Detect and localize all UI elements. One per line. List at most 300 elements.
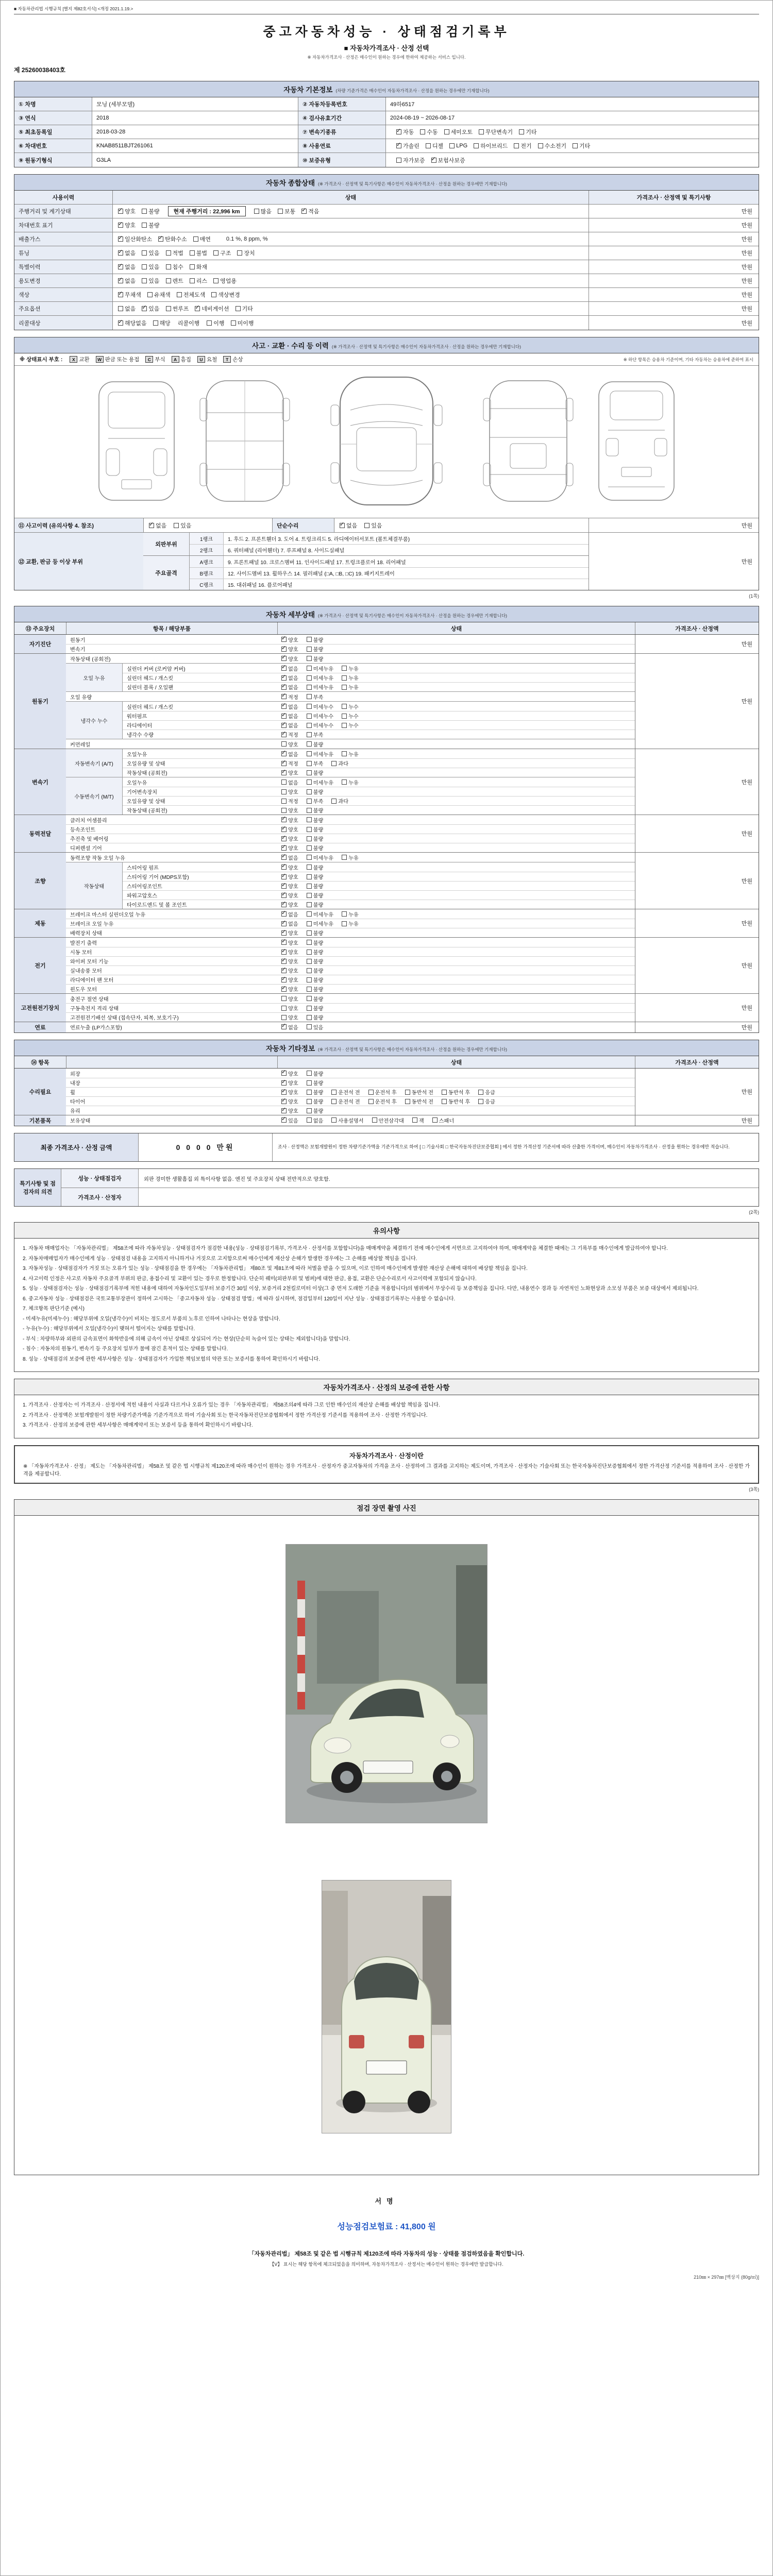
checkbox[interactable] (431, 158, 436, 163)
option-group (118, 277, 160, 285)
checkbox[interactable] (118, 223, 123, 228)
checkbox[interactable] (281, 1015, 287, 1020)
checkbox[interactable] (281, 817, 287, 822)
table-row (14, 153, 759, 167)
checkbox[interactable] (405, 1090, 410, 1095)
checkbox[interactable] (207, 320, 212, 326)
checkbox-label: 양호 (288, 647, 298, 653)
checkbox[interactable] (405, 1099, 410, 1104)
value-text: 2024-08-19 ~ 2026-08-17 (390, 115, 455, 121)
checkbox[interactable] (211, 292, 216, 297)
rank-parts: 12. 사이드멤버 13. 휠하우스 14. 필러패널 (□A, □B, □C) 19. 패키지트레이 (228, 571, 395, 577)
checkbox-label: 불량 (313, 959, 324, 965)
checkbox[interactable] (364, 523, 369, 528)
checkbox[interactable] (281, 836, 287, 841)
checkbox[interactable] (118, 264, 123, 269)
checkbox[interactable] (281, 789, 287, 794)
checkbox[interactable] (281, 1006, 287, 1011)
checkbox[interactable] (158, 236, 163, 242)
option (478, 1088, 495, 1096)
table-row (14, 125, 759, 139)
subgroup (66, 654, 635, 663)
item-options (277, 787, 635, 796)
checkbox[interactable] (254, 209, 259, 214)
checkbox-label: 불법 (196, 250, 208, 257)
checkbox[interactable] (307, 1015, 312, 1020)
checkbox[interactable] (342, 704, 347, 709)
checkbox[interactable] (281, 921, 287, 926)
checkbox[interactable] (307, 930, 312, 936)
checkbox[interactable] (281, 996, 287, 1001)
checkbox-label: 양호 (288, 969, 298, 974)
checkbox[interactable] (281, 685, 287, 690)
checkbox[interactable] (307, 1108, 312, 1113)
section-overall-condition (14, 174, 759, 330)
checkbox[interactable] (307, 911, 312, 917)
checkbox[interactable] (307, 761, 312, 766)
definition-title: 자동차가격조사 · 산정이란 (349, 1452, 424, 1460)
checkbox[interactable] (281, 884, 287, 889)
checkbox[interactable] (142, 306, 147, 311)
checkbox[interactable] (237, 250, 242, 256)
check-row (66, 984, 635, 993)
item-options (277, 994, 635, 1003)
option-group (396, 142, 590, 150)
checkbox[interactable] (432, 1117, 438, 1123)
item-label: 동력조향 작동 오일 누유 (70, 855, 125, 861)
checkbox-label: 불량 (313, 637, 324, 643)
checkbox[interactable] (142, 278, 147, 283)
checkbox-label: 미세누유 (313, 922, 334, 927)
subgroup-name: 오일 누유 (66, 664, 123, 691)
checkbox[interactable] (307, 959, 312, 964)
checkbox[interactable] (281, 911, 287, 917)
checkbox[interactable] (307, 789, 312, 794)
checkbox-label: 누유 (348, 780, 359, 786)
option (307, 873, 324, 880)
checkbox-label: 없음 (125, 278, 136, 284)
notice-item: 8. 성능 · 상태점검의 보증에 관한 세부사항은 성능 · 상태점검자가 가입한 책임보험의 약관 또는 보증서를 통하여 확인하시기 바랍니다. (23, 1356, 320, 1362)
checkbox[interactable] (331, 1117, 337, 1123)
checkbox[interactable] (478, 1099, 483, 1104)
checkbox-label: 불량 (313, 818, 324, 824)
checkbox[interactable] (342, 666, 347, 671)
checkbox[interactable] (479, 129, 484, 134)
checkbox[interactable] (281, 741, 287, 747)
checkbox[interactable] (368, 1090, 374, 1095)
checkbox[interactable] (118, 292, 123, 297)
checkbox[interactable] (307, 921, 312, 926)
checkbox[interactable] (281, 779, 287, 785)
checkbox[interactable] (281, 799, 287, 804)
item-label: 발전기 출력 (70, 940, 97, 946)
checkbox-label: 가솔린 (403, 143, 419, 149)
checkbox[interactable] (190, 264, 195, 269)
checkbox[interactable] (307, 732, 312, 737)
checkbox[interactable] (281, 950, 287, 955)
checkbox[interactable] (307, 770, 312, 775)
detail-header-row (14, 622, 759, 635)
checkbox[interactable] (331, 761, 337, 766)
signature-label[interactable]: 서명 (375, 2197, 398, 2205)
checkbox[interactable] (307, 741, 312, 747)
checkbox[interactable] (281, 808, 287, 813)
checkbox[interactable] (442, 1090, 447, 1095)
checkbox[interactable] (307, 874, 312, 879)
option (281, 806, 298, 814)
checkbox[interactable] (307, 845, 312, 851)
legend-text: 요철 (206, 357, 217, 363)
checkbox[interactable] (396, 143, 401, 148)
checkbox[interactable] (307, 694, 312, 699)
checkbox[interactable] (307, 704, 312, 709)
checkbox[interactable] (396, 129, 401, 134)
check-row (123, 682, 635, 691)
checkbox[interactable] (281, 761, 287, 766)
checkbox[interactable] (281, 968, 287, 973)
field-value (385, 97, 759, 111)
checkbox[interactable] (195, 306, 200, 311)
option-group (118, 207, 160, 215)
checkbox[interactable] (372, 1117, 377, 1123)
checkbox[interactable] (281, 1090, 287, 1095)
checkbox[interactable] (307, 666, 312, 671)
checkbox[interactable] (412, 1117, 417, 1123)
checkbox[interactable] (307, 902, 312, 907)
checkbox[interactable] (331, 1090, 337, 1095)
option (342, 910, 359, 918)
checkbox-label: 전기 (520, 143, 532, 149)
checkbox[interactable] (307, 779, 312, 785)
subgroup (66, 739, 635, 749)
checkbox[interactable] (118, 236, 123, 242)
checkbox[interactable] (281, 675, 287, 681)
overall-table (14, 205, 759, 330)
checkbox[interactable] (166, 278, 171, 283)
checkbox-label: 불량 (148, 223, 160, 229)
checkbox[interactable] (307, 1024, 312, 1029)
checkbox[interactable] (342, 779, 347, 785)
checkbox[interactable] (307, 647, 312, 652)
item-label: 윈도우 모터 (70, 987, 97, 993)
option-group (118, 319, 171, 327)
checkbox[interactable] (281, 845, 287, 851)
subgroup (66, 909, 635, 937)
checkbox[interactable] (573, 143, 578, 148)
checkbox[interactable] (281, 751, 287, 756)
checkbox[interactable] (281, 723, 287, 728)
option (342, 854, 359, 861)
device-subgroups (66, 994, 635, 1022)
subgroup-rows (123, 862, 635, 909)
form-reference: ■ 자동차관리법 시행규칙 [별지 제82호서식] <개정 2021.1.19.> (14, 5, 759, 14)
checkbox[interactable] (307, 996, 312, 1001)
checkbox[interactable] (340, 523, 345, 528)
option (149, 521, 166, 530)
checkbox[interactable] (307, 977, 312, 982)
checkbox-label: 없음 (288, 780, 298, 786)
checkbox[interactable] (118, 320, 123, 326)
option-group (166, 277, 237, 285)
subgroup (66, 663, 635, 691)
checkbox-label: 동반석 전 (411, 1099, 433, 1105)
checkbox-label: 미세누수 (313, 723, 334, 729)
checkbox[interactable] (449, 143, 455, 148)
checkbox[interactable] (442, 1099, 447, 1104)
checkbox[interactable] (193, 236, 198, 242)
item-options (277, 664, 635, 673)
checkbox[interactable] (307, 968, 312, 973)
row-state (112, 316, 589, 330)
checkbox-label: 부족 (313, 761, 324, 767)
checkbox[interactable] (118, 250, 123, 256)
checkbox[interactable] (342, 675, 347, 681)
checkbox[interactable] (166, 306, 171, 311)
option (307, 948, 324, 956)
option (142, 249, 159, 257)
checkbox[interactable] (281, 959, 287, 964)
checkbox[interactable] (281, 637, 287, 642)
price-cell: 만원 (589, 302, 759, 315)
checkbox[interactable] (342, 855, 347, 860)
checkbox[interactable] (142, 250, 147, 256)
checkbox[interactable] (231, 320, 236, 326)
field-value (385, 153, 759, 167)
checkbox[interactable] (281, 732, 287, 737)
checkbox[interactable] (307, 723, 312, 728)
checkbox[interactable] (307, 836, 312, 841)
col-state: 상태 (277, 1056, 635, 1068)
checkbox[interactable] (177, 292, 182, 297)
checkbox-label: 유채색 (154, 292, 171, 298)
checkbox[interactable] (190, 278, 195, 283)
final-price-row (14, 1133, 759, 1162)
checkbox[interactable] (147, 292, 153, 297)
option (237, 249, 255, 257)
checkbox[interactable] (307, 1071, 312, 1076)
checkbox[interactable] (307, 893, 312, 898)
others-group-name: 수리필요 (14, 1069, 66, 1115)
checkbox[interactable] (281, 694, 287, 699)
item-label: 보유상태 (70, 1118, 91, 1124)
checkbox[interactable] (307, 1117, 312, 1123)
checkbox[interactable] (118, 278, 123, 283)
checkbox[interactable] (307, 808, 312, 813)
device-group-name: 자기진단 (14, 635, 66, 653)
checkbox[interactable] (301, 209, 307, 214)
checkbox[interactable] (142, 209, 147, 214)
checkbox[interactable] (307, 950, 312, 955)
checkbox[interactable] (281, 987, 287, 992)
checkbox[interactable] (118, 306, 123, 311)
checkbox[interactable] (281, 902, 287, 907)
checkbox-label: 구조 (220, 250, 231, 257)
checkbox[interactable] (307, 817, 312, 822)
checkbox[interactable] (396, 158, 401, 163)
checkbox[interactable] (538, 143, 543, 148)
checkbox[interactable] (213, 250, 219, 256)
checkbox[interactable] (307, 1080, 312, 1086)
subgroup-rows (123, 702, 635, 739)
row-state (112, 288, 589, 301)
option (281, 835, 298, 842)
section-detail-note: (※ 가격조사 · 산정액 및 특기사항은 매수인이 자동차가격조사 · 산정을 원하는 경우에만 기재합니다) (318, 613, 508, 618)
checkbox[interactable] (281, 1108, 287, 1113)
checkbox[interactable] (236, 306, 241, 311)
checkbox[interactable] (478, 1090, 483, 1095)
price-cell: 만원 (589, 274, 759, 287)
others-group (14, 1069, 759, 1115)
option (118, 235, 152, 243)
checkbox[interactable] (307, 827, 312, 832)
legend-item (197, 355, 217, 363)
checkbox-label: 불량 (313, 846, 324, 852)
checkbox[interactable] (281, 1117, 287, 1123)
others-table (14, 1069, 759, 1126)
checkbox[interactable] (307, 1006, 312, 1011)
option (213, 249, 231, 257)
checkbox[interactable] (166, 250, 171, 256)
checkbox[interactable] (368, 1099, 374, 1104)
checkbox[interactable] (519, 129, 524, 134)
checkbox[interactable] (281, 930, 287, 936)
checkbox[interactable] (281, 1099, 287, 1104)
checkbox[interactable] (281, 893, 287, 898)
checkbox-label: 불량 (313, 875, 324, 880)
checkbox[interactable] (420, 129, 425, 134)
definition-text: ※ 「자동차가격조사 · 산정」 제도는 「자동차관리법」 제58조 및 같은 법 시행규칙 제120조에 따라 매수인이 원하는 경우 가격조사 · 산정자가 중고자동차의 가격을 조사 · 산정하여 그 결과를 고지하는 제도이며, 가격조사 · 산정자는 기술사회 또는 한국자동차진단보증협회에서 정한 가격산정 기준서를 적용하여 조사 · 산정한 가격을 제공합니다. (23, 1463, 750, 1477)
checkbox[interactable] (307, 987, 312, 992)
checkbox[interactable] (278, 209, 283, 214)
checkbox-label: 과다 (338, 799, 349, 805)
checkbox-label: 매연 (199, 236, 211, 243)
option (412, 1116, 424, 1124)
checkbox-label: 양호 (288, 827, 298, 833)
checkbox[interactable] (281, 865, 287, 870)
checkbox[interactable] (342, 714, 347, 719)
option (307, 1107, 324, 1114)
device-subgroups (66, 1022, 635, 1032)
checkbox[interactable] (281, 704, 287, 709)
checkbox[interactable] (307, 714, 312, 719)
checkbox[interactable] (281, 647, 287, 652)
option (158, 235, 187, 243)
price-cell: 만원 (635, 654, 759, 749)
checkbox[interactable] (281, 1024, 287, 1029)
checkbox[interactable] (281, 770, 287, 775)
checkbox[interactable] (426, 143, 431, 148)
checkbox-label: 양호 (288, 893, 298, 899)
checkbox-label: 기타 (526, 129, 537, 135)
checkbox[interactable] (190, 250, 195, 256)
checkbox-label: 없음 (125, 264, 136, 270)
checkbox[interactable] (342, 685, 347, 690)
device-subgroups (66, 938, 635, 993)
checkbox[interactable] (342, 723, 347, 728)
checkbox[interactable] (118, 209, 123, 214)
field-value (92, 139, 298, 152)
checkbox[interactable] (342, 911, 347, 917)
checkbox[interactable] (142, 223, 147, 228)
checkbox[interactable] (281, 940, 287, 945)
checkbox[interactable] (307, 1090, 312, 1095)
checkbox[interactable] (331, 1099, 337, 1104)
checkbox[interactable] (307, 751, 312, 756)
checkbox[interactable] (281, 714, 287, 719)
checkbox[interactable] (213, 278, 219, 283)
checkbox-label: 네비게이션 (201, 306, 229, 312)
item-label: 커먼레일 (70, 742, 91, 748)
checkbox[interactable] (281, 855, 287, 860)
value-text: KNAB8511BJT261061 (96, 143, 153, 149)
check-row (123, 862, 635, 872)
check-row (123, 664, 635, 673)
document-title: 중고자동차성능 · 상태점검기록부 (263, 25, 510, 39)
checkbox[interactable] (331, 799, 337, 804)
checkbox[interactable] (444, 129, 449, 134)
checkbox[interactable] (307, 656, 312, 661)
checkbox-label: 수동 (427, 129, 438, 135)
checkbox[interactable] (281, 656, 287, 661)
checkbox[interactable] (307, 685, 312, 690)
checkbox[interactable] (307, 1099, 312, 1104)
checkbox[interactable] (307, 884, 312, 889)
option (142, 263, 159, 271)
option (142, 207, 159, 215)
checkbox[interactable] (142, 264, 147, 269)
checkbox[interactable] (281, 666, 287, 671)
warranty-item: 3. 가격조사 · 산정의 보증에 관한 세부사항은 매매계약서 또는 보증서 등을 통하여 확인하시기 바랍니다. (23, 1422, 253, 1428)
option-group (207, 319, 254, 327)
checkbox[interactable] (307, 637, 312, 642)
item-options (277, 966, 635, 975)
item-options (277, 1069, 635, 1078)
checkbox[interactable] (342, 921, 347, 926)
checkbox[interactable] (153, 320, 158, 326)
checkbox[interactable] (281, 827, 287, 832)
remarks-side-label: 특기사항 및 점검자의 의견 (14, 1169, 61, 1206)
checkbox[interactable] (281, 1071, 287, 1076)
checkbox[interactable] (281, 874, 287, 879)
row-label: 차대번호 표기 (14, 218, 112, 232)
checkbox[interactable] (281, 1080, 287, 1086)
checkbox[interactable] (474, 143, 479, 148)
option (307, 797, 324, 805)
option (281, 731, 298, 738)
checkbox[interactable] (342, 751, 347, 756)
check-row (123, 872, 635, 881)
checkbox[interactable] (307, 675, 312, 681)
checkbox[interactable] (307, 799, 312, 804)
option (307, 929, 324, 937)
checkbox-label: 양호 (288, 978, 298, 984)
item-label: 휠 (70, 1090, 75, 1096)
checkbox[interactable] (307, 940, 312, 945)
device-group (14, 853, 759, 909)
checkbox-label: 누유 (348, 685, 359, 691)
device-group-name: 원동기 (14, 654, 66, 749)
device-group-name: 조향 (14, 853, 66, 909)
checkbox[interactable] (149, 523, 154, 528)
option (281, 1107, 298, 1114)
checkbox[interactable] (281, 977, 287, 982)
option (364, 521, 382, 530)
checkbox[interactable] (166, 264, 171, 269)
checkbox[interactable] (174, 523, 179, 528)
checkbox[interactable] (307, 855, 312, 860)
checkbox[interactable] (514, 143, 519, 148)
checkbox[interactable] (307, 865, 312, 870)
